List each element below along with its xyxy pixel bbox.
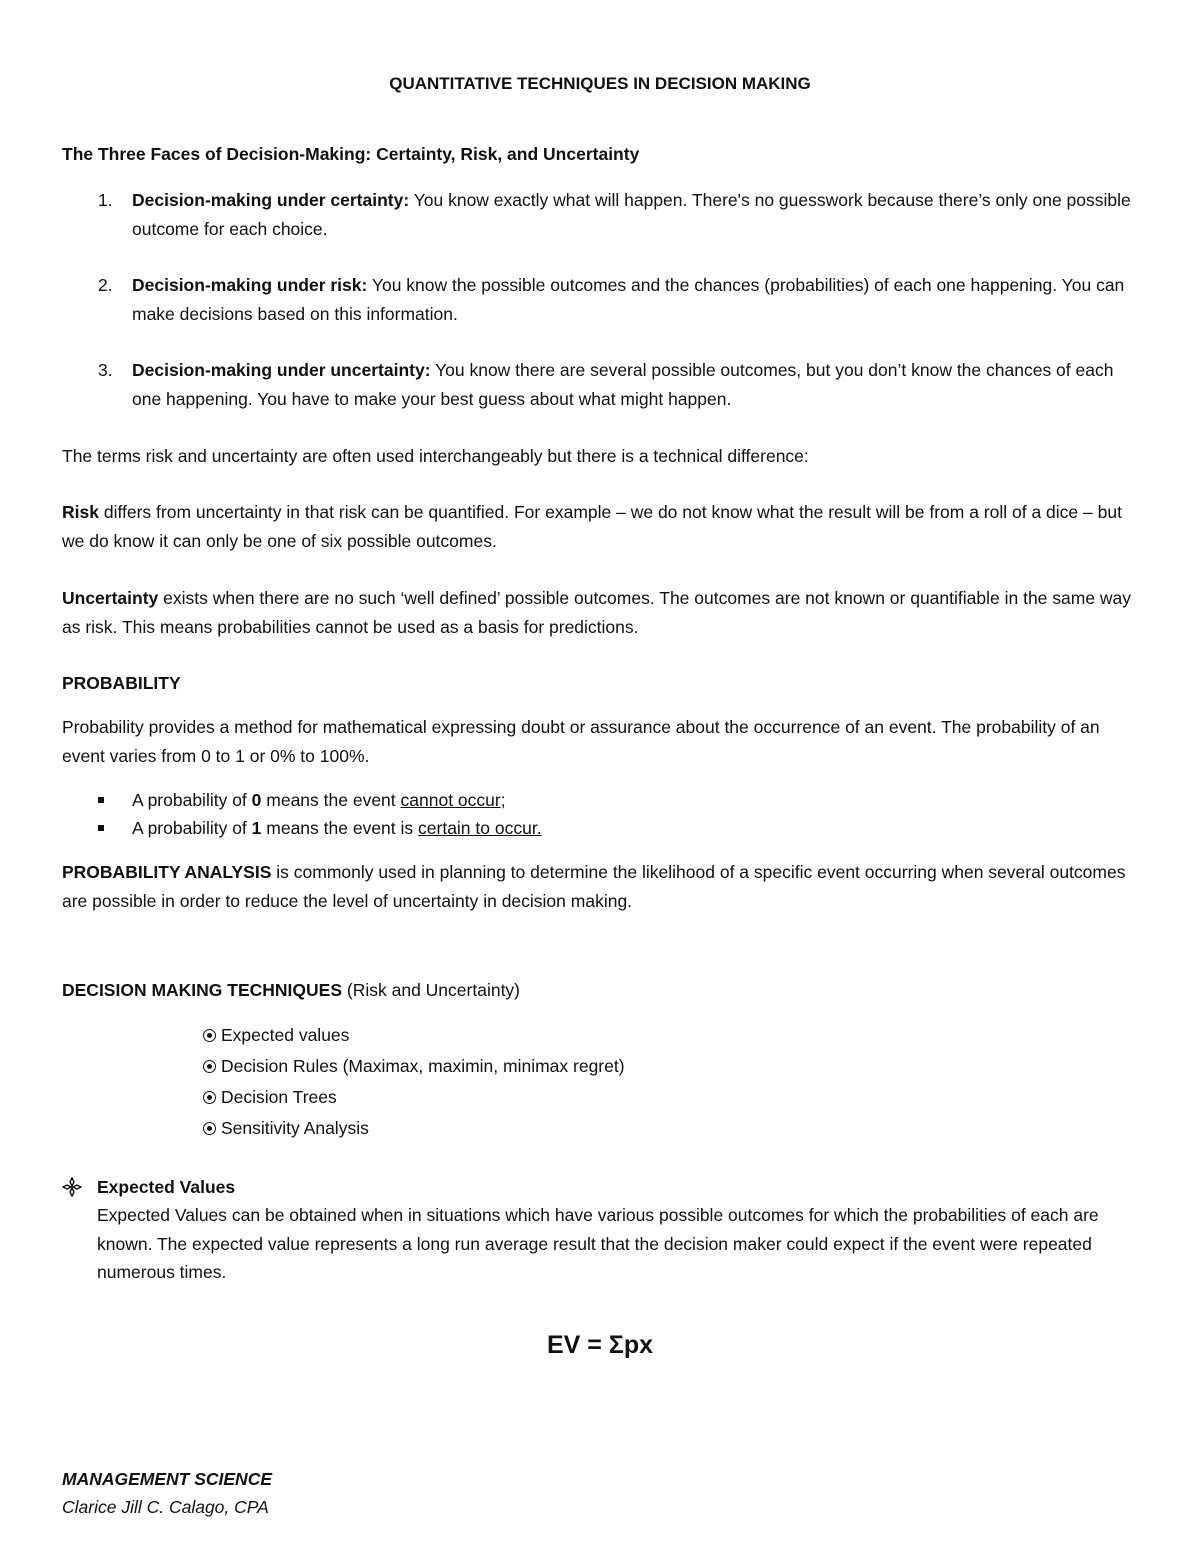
bullet-underlined: certain to occur. <box>418 818 542 838</box>
four-diamond-bullet-icon <box>62 1177 82 1197</box>
footer-course: MANAGEMENT SCIENCE <box>62 1469 273 1489</box>
list-item-text: You know the possible outcomes and the chances (probabilities) of each one happening. You can make decisions based on this information. <box>132 275 1125 324</box>
uncertainty-text: exists when there are no such ‘well defined’ possible outcomes. The outcomes are not known or quantifiable in the same way as risk. This means probabilities cannot be used as a basis for predictions. <box>62 588 1132 637</box>
techniques-heading-text: (Risk and Uncertainty) <box>342 980 521 1000</box>
expected-value-formula: EV = Σpx <box>546 1331 654 1359</box>
list-item <box>203 1020 349 1051</box>
footer-author: Clarice Jill C. Calago, CPA <box>62 1497 269 1517</box>
list-item <box>203 1113 369 1144</box>
bullet-underlined: cannot occur; <box>400 790 506 810</box>
bullet-text: means the event is <box>261 818 419 838</box>
risk-paragraph <box>62 498 1132 555</box>
list-item <box>98 814 542 842</box>
bullet-square-icon <box>98 797 104 803</box>
bullet-text: A probability of <box>132 790 252 810</box>
probability-heading: PROBABILITY <box>62 673 181 693</box>
list-item-text: You know exactly what will happen. There's no guesswork because there’s only one possible outcome for each choice. <box>132 190 1131 239</box>
technique-label: Decision Trees <box>221 1087 337 1107</box>
document-title: QUANTITATIVE TECHNIQUES IN DECISION MAKING <box>389 74 811 93</box>
circle-bullet-icon <box>203 1091 216 1104</box>
techniques-heading <box>62 976 1132 1005</box>
bullet-text: A probability of <box>132 818 252 838</box>
expected-values-heading: Expected Values <box>97 1177 236 1197</box>
list-item <box>98 186 1132 243</box>
bullet-square-icon <box>98 825 104 831</box>
technique-label: Decision Rules (Maximax, maximin, minimax regret) <box>221 1056 625 1076</box>
bullet-value: 1 <box>251 818 262 838</box>
list-item <box>98 356 1132 413</box>
list-number: 2. <box>98 275 113 295</box>
analysis-term: PROBABILITY ANALYSIS <box>62 862 272 882</box>
list-item <box>98 786 506 814</box>
circle-bullet-icon <box>203 1029 216 1042</box>
technique-label: Sensitivity Analysis <box>221 1118 369 1138</box>
uncertainty-term: Uncertainty <box>62 588 159 608</box>
analysis-paragraph <box>62 858 1132 915</box>
list-item <box>203 1082 337 1113</box>
expected-values-paragraph: Expected Values can be obtained when in situations which have various possible outcomes for which the probabilities of each are known. The expected value represents a long run average result that the decision maker could expect if the event were repeated numerous times. <box>97 1205 1099 1282</box>
uncertainty-paragraph <box>62 584 1132 641</box>
list-item-term: Decision-making under certainty: <box>132 190 410 210</box>
list-item-term: Decision-making under uncertainty: <box>132 360 431 380</box>
section-heading: The Three Faces of Decision-Making: Certainty, Risk, and Uncertainty <box>62 144 640 164</box>
technique-label: Expected values <box>221 1025 350 1045</box>
techniques-heading-bold: DECISION MAKING TECHNIQUES <box>62 980 343 1000</box>
risk-term: Risk <box>62 502 99 522</box>
terms-intro: The terms risk and uncertainty are often used interchangeably but there is a technical difference: <box>62 446 809 466</box>
list-item-text: You know there are several possible outcomes, but you don’t know the chances of each one happening. You have to make your best guess about what might happen. <box>132 360 1114 409</box>
list-item-term: Decision-making under risk: <box>132 275 368 295</box>
list-item <box>203 1051 625 1082</box>
analysis-text: is commonly used in planning to determine the likelihood of a specific event occurring when several outcomes are possible in order to reduce the level of uncertainty in decision making. <box>62 862 1126 911</box>
circle-bullet-icon <box>203 1122 216 1135</box>
bullet-value: 0 <box>251 790 262 810</box>
probability-paragraph: Probability provides a method for mathematical expressing doubt or assurance about the occurrence of an event. The probability of an event varies from 0 to 1 or 0% to 100%. <box>62 717 1100 766</box>
list-item <box>98 271 1132 328</box>
bullet-text: means the event <box>261 790 401 810</box>
risk-text: differs from uncertainty in that risk can be quantified. For example – we do not know what the result will be from a roll of a dice – but we do know it can only be one of six possible outcomes. <box>62 502 1122 551</box>
list-number: 1. <box>98 190 113 210</box>
list-number: 3. <box>98 360 113 380</box>
circle-bullet-icon <box>203 1060 216 1073</box>
